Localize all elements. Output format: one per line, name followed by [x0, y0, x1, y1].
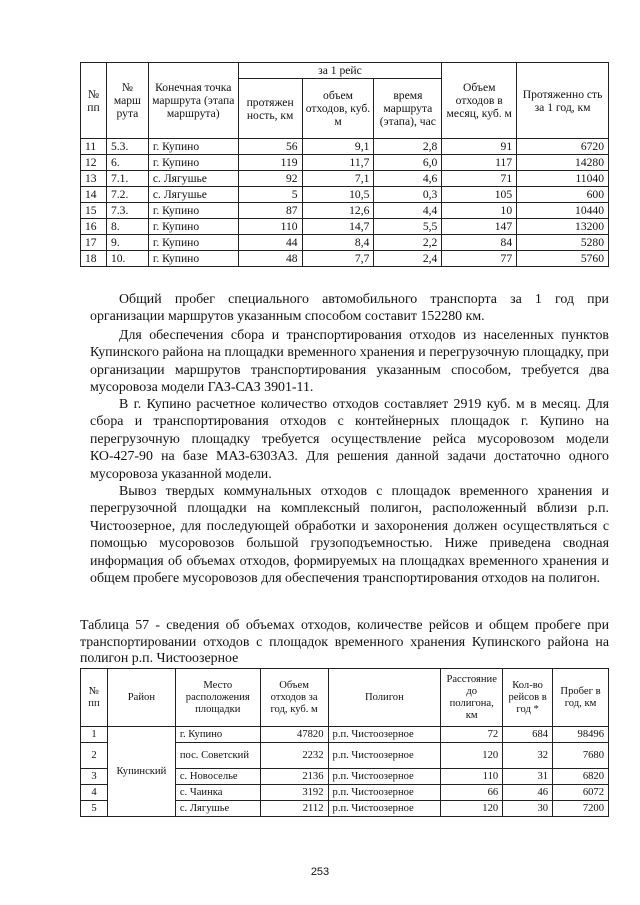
cell-place: г. Купино [175, 727, 260, 743]
header-route: № марш рута [106, 63, 148, 139]
cell-num: 12 [81, 155, 107, 171]
cell-place: пос. Советский [175, 743, 260, 769]
cell-point: с. Лягушье [148, 187, 238, 203]
cell-route: 7.3. [106, 203, 148, 219]
header-endpoint: Конечная точка маршрута (этапа маршрута) [148, 63, 238, 139]
header-num: № пп [81, 63, 107, 139]
paragraph-kupino: В г. Купино расчетное количество отходов составляет 2919 куб. м в месяц. Для сбора и транспортирования отходов с контейнерных площадок г. Купино на перегрузочную площадку требуется осуществление рейса мусоровозом модели КО-427-90 на базе МАЗ-6303А3. Для решения данной задачи достаточно одного мусоровоза указанной модели. [90, 397, 609, 482]
cell-time: 5,5 [374, 219, 442, 235]
table-row [81, 251, 609, 267]
cell-num: 2 [81, 743, 108, 769]
cell-volume: 47820 [260, 727, 328, 743]
cell-volume: 10,5 [302, 187, 374, 203]
header-monthly: Объем отходов в месяц, куб. м [442, 63, 517, 139]
polygon-transport-table [80, 668, 609, 817]
cell-trips: 31 [503, 769, 553, 785]
cell-volume: 12,6 [302, 203, 374, 219]
cell-place: с. Новоселье [175, 769, 260, 785]
header-length: протяжен ность, км [238, 79, 302, 139]
header-num: № пп [81, 669, 108, 727]
cell-monthly: 91 [442, 139, 517, 155]
header-polygon: Полигон [328, 669, 441, 727]
table-caption: Таблица 57 - сведения об объемах отходов, количестве рейсов и общем пробеге при транспортировании отходов с площадок временного хранения Купинского района на полигон р.п. Чистоозерное [80, 618, 609, 666]
cell-num: 14 [81, 187, 107, 203]
cell-mileage: 6820 [553, 769, 609, 785]
cell-time: 2,4 [374, 251, 442, 267]
cell-yearly: 600 [517, 187, 609, 203]
cell-monthly: 117 [442, 155, 517, 171]
header-yearly: Протяженно сть за 1 год, км [517, 63, 609, 139]
cell-yearly: 11040 [517, 171, 609, 187]
cell-volume: 2136 [260, 769, 328, 785]
cell-route: 7.2. [106, 187, 148, 203]
cell-volume: 7,1 [302, 171, 374, 187]
header-time: время маршрута (этапа), час [374, 79, 442, 139]
cell-volume: 7,7 [302, 251, 374, 267]
paragraph-removal: Вывоз твердых коммунальных отходов с площадок временного хранения и перегрузочной площадки на комплексный полигон, расположенный вблизи р.п. Чистоозерное, для последующей обработки и захоронения должен осуществляться с помощью мусоровозов большой грузоподъемностью. Ниже приведена сводная информация об объемах отходов, формируемых на площадках временного хранения и общем пробеге мусоровозов для обеспечения транспортирования отходов на полигон. [90, 484, 609, 587]
cell-volume: 2112 [260, 801, 328, 817]
table-row [81, 219, 609, 235]
header-volume: Объем отходов за год, куб. м [260, 669, 328, 727]
cell-num: 18 [81, 251, 107, 267]
cell-route: 10. [106, 251, 148, 267]
cell-distance: 66 [441, 785, 503, 801]
cell-route: 6. [106, 155, 148, 171]
cell-volume: 14,7 [302, 219, 374, 235]
cell-route: 8. [106, 219, 148, 235]
cell-length: 87 [238, 203, 302, 219]
cell-yearly: 10440 [517, 203, 609, 219]
table-row [81, 171, 609, 187]
header-per-trip: за 1 рейс [238, 63, 442, 79]
cell-volume: 11,7 [302, 155, 374, 171]
cell-district: Купинский [107, 727, 175, 817]
header-mileage: Пробег в год, км [553, 669, 609, 727]
cell-time: 4,4 [374, 203, 442, 219]
cell-route: 7.1. [106, 171, 148, 187]
table-row [81, 155, 609, 171]
table-row [81, 203, 609, 219]
cell-num: 11 [81, 139, 107, 155]
page-number: 253 [310, 866, 330, 878]
cell-distance: 110 [441, 769, 503, 785]
cell-num: 16 [81, 219, 107, 235]
cell-num: 5 [81, 801, 108, 817]
cell-num: 3 [81, 769, 108, 785]
cell-time: 0,3 [374, 187, 442, 203]
cell-num: 17 [81, 235, 107, 251]
paragraph-trucks: Для обеспечения сбора и транспортирования отходов из населенных пунктов Купинского района на площадки временного хранения и перегрузочную площадку, при организации маршрутов транспортирования указанным способом, требуется два мусоровоза модели ГАЗ-САЗ 3901-11. [90, 328, 609, 396]
cell-place: с. Лягушье [175, 801, 260, 817]
cell-point: г. Купино [148, 235, 238, 251]
table-row [81, 235, 609, 251]
cell-trips: 684 [503, 727, 553, 743]
cell-monthly: 10 [442, 203, 517, 219]
cell-polygon: р.п. Чистоозерное [328, 743, 441, 769]
cell-num: 4 [81, 785, 108, 801]
table-row [81, 727, 609, 743]
cell-route: 9. [106, 235, 148, 251]
cell-yearly: 13200 [517, 219, 609, 235]
cell-length: 48 [238, 251, 302, 267]
cell-distance: 120 [441, 801, 503, 817]
cell-distance: 72 [441, 727, 503, 743]
header-trips: Кол-во рейсов в год * [503, 669, 553, 727]
cell-trips: 46 [503, 785, 553, 801]
header-district: Район [107, 669, 175, 727]
cell-volume: 2232 [260, 743, 328, 769]
cell-point: г. Купино [148, 155, 238, 171]
cell-polygon: р.п. Чистоозерное [328, 727, 441, 743]
cell-trips: 32 [503, 743, 553, 769]
cell-monthly: 147 [442, 219, 517, 235]
cell-length: 56 [238, 139, 302, 155]
cell-mileage: 6072 [553, 785, 609, 801]
cell-length: 92 [238, 171, 302, 187]
cell-polygon: р.п. Чистоозерное [328, 801, 441, 817]
cell-route: 5.3. [106, 139, 148, 155]
header-distance: Расстояние до полигона, км [441, 669, 503, 727]
routes-table [80, 62, 609, 267]
cell-mileage: 7680 [553, 743, 609, 769]
cell-mileage: 98496 [553, 727, 609, 743]
cell-polygon: р.п. Чистоозерное [328, 769, 441, 785]
cell-monthly: 84 [442, 235, 517, 251]
cell-point: с. Лягушье [148, 171, 238, 187]
cell-time: 2,8 [374, 139, 442, 155]
cell-point: г. Купино [148, 219, 238, 235]
cell-monthly: 77 [442, 251, 517, 267]
cell-num: 15 [81, 203, 107, 219]
cell-place: с. Чаинка [175, 785, 260, 801]
cell-trips: 30 [503, 801, 553, 817]
table-row [81, 187, 609, 203]
cell-yearly: 5760 [517, 251, 609, 267]
cell-volume: 9,1 [302, 139, 374, 155]
cell-yearly: 6720 [517, 139, 609, 155]
cell-length: 119 [238, 155, 302, 171]
header-volume: объем отходов, куб. м [302, 79, 374, 139]
cell-distance: 120 [441, 743, 503, 769]
cell-monthly: 71 [442, 171, 517, 187]
cell-volume: 8,4 [302, 235, 374, 251]
cell-yearly: 5280 [517, 235, 609, 251]
table-row [81, 139, 609, 155]
cell-time: 6,0 [374, 155, 442, 171]
cell-volume: 3192 [260, 785, 328, 801]
cell-point: г. Купино [148, 203, 238, 219]
cell-num: 1 [81, 727, 108, 743]
cell-point: г. Купино [148, 139, 238, 155]
paragraph-mileage: Общий пробег специального автомобильного транспорта за 1 год при организации маршрутов указанным способом составит 152280 км. [90, 292, 609, 325]
cell-length: 5 [238, 187, 302, 203]
cell-mileage: 7200 [553, 801, 609, 817]
cell-length: 44 [238, 235, 302, 251]
header-place: Место расположения площадки [175, 669, 260, 727]
cell-monthly: 105 [442, 187, 517, 203]
cell-time: 2,2 [374, 235, 442, 251]
cell-polygon: р.п. Чистоозерное [328, 785, 441, 801]
cell-point: г. Купино [148, 251, 238, 267]
cell-length: 110 [238, 219, 302, 235]
cell-num: 13 [81, 171, 107, 187]
cell-yearly: 14280 [517, 155, 609, 171]
cell-time: 4,6 [374, 171, 442, 187]
